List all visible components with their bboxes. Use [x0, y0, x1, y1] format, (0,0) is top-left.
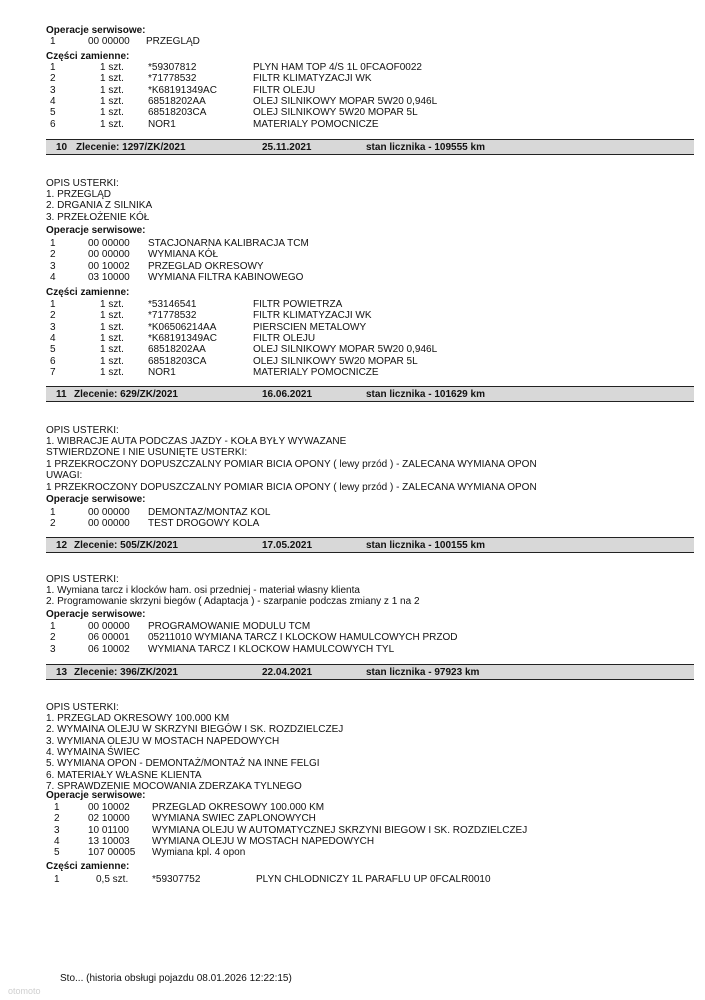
part-quantity: 1 szt.	[100, 107, 124, 119]
part-number: NOR1	[148, 118, 176, 130]
order-number: 11	[56, 389, 67, 400]
part-number: 68518203CA	[148, 107, 207, 119]
op-code: 06 00001	[88, 632, 130, 644]
order-header-bar	[46, 139, 694, 155]
part-name: OLEJ SILNIKOWY 5W20 MOPAR 5L	[253, 355, 418, 367]
part-number: *K06506214AA	[148, 321, 217, 333]
issue-text: 2. Programowanie skrzyni biegów ( Adaptacja ) - szarpanie podczas zmiany z 1 na 2	[46, 596, 420, 608]
issue-text: 5. WYMIANA OPON - DEMONTAŻ/MONTAŻ NA INNE FELGI	[46, 758, 320, 770]
part-index: 3	[50, 321, 56, 333]
op-code: 00 10002	[88, 802, 130, 813]
order-id: Zlecenie: 505/ZK/2021	[74, 540, 178, 551]
part-name: PLYN HAM TOP 4/S 1L 0FCAOF0022	[253, 62, 422, 73]
issue-text: 1 PRZEKROCZONY DOPUSZCZALNY POMIAR BICIA OPONY ( lewy przód ) - ZALECANA WYMIANA OPON	[46, 458, 537, 470]
odometer: stan licznika - 109555 km	[366, 142, 485, 153]
op-description: WYMIANA FILTRA KABINOWEGO	[148, 271, 304, 283]
op-code: 10 01100	[88, 824, 129, 836]
part-index: 5	[50, 107, 56, 119]
op-description: PRZEGLAD OKRESOWY	[148, 260, 264, 272]
op-description: STACJONARNA KALIBRACJA TCM	[148, 238, 309, 249]
op-index: 4	[50, 271, 56, 283]
op-code: 13 10003	[88, 835, 130, 847]
part-quantity: 1 szt.	[100, 84, 124, 96]
ops-header: Operacje serwisowe:	[46, 494, 146, 505]
document-footer: Sto... (historia obsługi pojazdu 08.01.2026 12:22:15)	[60, 973, 292, 984]
op-description: WYMIANA SWIEC ZAPLONOWYCH	[152, 813, 316, 825]
part-quantity: 1 szt.	[100, 310, 124, 322]
part-number: *K68191349AC	[148, 84, 217, 96]
part-number: 68518202AA	[148, 95, 206, 107]
watermark-logo: otomoto	[8, 986, 41, 996]
part-quantity: 1 szt.	[100, 355, 124, 367]
order-header-bar	[46, 664, 694, 680]
op-code: 00 00000	[88, 621, 130, 632]
order-header-bar	[46, 537, 694, 553]
issue-text: 2. DRGANIA Z SILNIKA	[46, 200, 153, 212]
issue-text: 3. WYMIANA OLEJU W MOSTACH NAPEDOWYCH	[46, 735, 280, 747]
part-index: 6	[50, 118, 56, 130]
part-index: 1	[50, 299, 56, 310]
order-id: Zlecenie: 629/ZK/2021	[74, 389, 178, 400]
part-number: 68518202AA	[148, 344, 206, 356]
order-id: Zlecenie: 1297/ZK/2021	[76, 142, 186, 153]
part-name: OLEJ SILNIKOWY 5W20 MOPAR 5L	[253, 107, 418, 119]
part-number: *53146541	[148, 299, 197, 310]
order-number: 10	[56, 142, 68, 153]
part-name: FILTR OLEJU	[253, 84, 316, 96]
op-index: 5	[54, 847, 60, 859]
odometer: stan licznika - 97923 km	[366, 667, 480, 678]
issue-text: 7. SPRAWDZENIE MOCOWANIA ZDERZAKA TYLNEGO	[46, 780, 302, 792]
op-code: 107 00005	[88, 847, 136, 859]
ops-header: Operacje serwisowe:	[46, 609, 146, 620]
part-name: MATERIALY POMOCNICZE	[253, 118, 379, 130]
part-number: *K68191349AC	[148, 332, 217, 344]
op-description: WYMIANA TARCZ I KLOCKOW HAMULCOWYCH TYL	[148, 643, 395, 655]
op-index: 1	[54, 802, 60, 813]
op-code: 00 00000	[88, 249, 130, 261]
issues-header: OPIS USTERKI:	[46, 178, 119, 189]
part-index: 3	[50, 84, 56, 96]
op-code: 00 00000	[88, 36, 130, 47]
op-index: 4	[54, 835, 60, 847]
issue-text: 2. WYMAINA OLEJU W SKRZYNI BIEGÓW I SK. ROZDZIELCZEJ	[46, 724, 344, 736]
part-name: FILTR KLIMATYZACJI WK	[253, 310, 372, 322]
issue-text: UWAGI:	[46, 470, 83, 482]
part-index: 2	[50, 73, 56, 85]
part-quantity: 1 szt.	[100, 332, 124, 344]
odometer: stan licznika - 100155 km	[366, 540, 485, 551]
part-index: 7	[50, 366, 56, 378]
order-number: 12	[56, 540, 68, 551]
part-name: OLEJ SILNIKOWY MOPAR 5W20 0,946L	[253, 344, 438, 356]
op-code: 02 10000	[88, 813, 130, 825]
op-description: PRZEGLĄD	[146, 36, 200, 47]
part-name: PLYN CHLODNICZY 1L PARAFLU UP 0FCALR0010	[256, 874, 491, 885]
part-quantity: 1 szt.	[100, 73, 124, 85]
issue-text: STWIERDZONE I NIE USUNIĘTE USTERKI:	[46, 447, 248, 459]
op-index: 3	[54, 824, 60, 836]
op-code: 00 10002	[88, 260, 130, 272]
op-code: 00 00000	[88, 238, 130, 249]
order-number: 13	[56, 667, 68, 678]
part-index: 5	[50, 344, 56, 356]
op-description: WYMIANA OLEJU W MOSTACH NAPEDOWYCH	[152, 835, 375, 847]
part-quantity: 1 szt.	[100, 62, 124, 73]
issues-header: OPIS USTERKI:	[46, 574, 119, 585]
op-code: 00 00000	[88, 507, 130, 518]
op-description: DEMONTAZ/MONTAZ KOL	[148, 507, 271, 518]
parts-header: Części zamienne:	[46, 287, 130, 298]
part-index: 4	[50, 95, 56, 107]
op-description: PROGRAMOWANIE MODULU TCM	[148, 621, 311, 632]
issue-text: 1 PRZEKROCZONY DOPUSZCZALNY POMIAR BICIA OPONY ( lewy przód ) - ZALECANA WYMIANA OPON	[46, 481, 537, 493]
part-index: 6	[50, 355, 56, 367]
op-index: 3	[50, 260, 56, 272]
op-description: TEST DROGOWY KOLA	[148, 518, 260, 530]
issue-text: 3. PRZEŁOŻENIE KÓŁ	[46, 211, 150, 223]
op-index: 1	[50, 238, 56, 249]
part-name: MATERIALY POMOCNICZE	[253, 366, 379, 378]
op-description: 05211010 WYMIANA TARCZ I KLOCKOW HAMULCOWYCH PRZOD	[148, 632, 458, 644]
parts-header: Części zamienne:	[46, 51, 130, 62]
issue-text: 1. PRZEGLĄD	[46, 189, 112, 200]
op-index: 1	[50, 36, 56, 47]
order-date: 17.05.2021	[262, 540, 313, 551]
part-name: OLEJ SILNIKOWY MOPAR 5W20 0,946L	[253, 95, 438, 107]
order-date: 22.04.2021	[262, 667, 313, 678]
issue-text: 1. WIBRACJE AUTA PODCZAS JAZDY - KOŁA BYŁY WYWAZANE	[46, 436, 347, 447]
part-number: *71778532	[148, 310, 197, 322]
issue-text: 4. WYMAINA ŚWIEC	[46, 746, 140, 758]
ops-header: Operacje serwisowe:	[46, 25, 146, 36]
issue-text: 6. MATERIAŁY WŁASNE KLIENTA	[46, 769, 202, 781]
issue-text: 1. Wymiana tarcz i klocków ham. osi przedniej - materiał własny klienta	[46, 585, 360, 596]
part-index: 1	[50, 62, 56, 73]
part-name: FILTR POWIETRZA	[253, 299, 343, 310]
op-description: Wymiana kpl. 4 opon	[152, 847, 246, 859]
order-id: Zlecenie: 396/ZK/2021	[74, 667, 178, 678]
part-number: 68518203CA	[148, 355, 207, 367]
op-index: 2	[54, 813, 60, 825]
issues-header: OPIS USTERKI:	[46, 702, 119, 713]
order-date: 25.11.2021	[262, 142, 312, 153]
odometer: stan licznika - 101629 km	[366, 389, 485, 400]
op-index: 2	[50, 632, 56, 644]
issue-text: 1. PRZEGLAD OKRESOWY 100.000 KM	[46, 713, 230, 724]
op-code: 06 10002	[88, 643, 130, 655]
op-index: 1	[50, 507, 56, 518]
op-index: 2	[50, 249, 56, 261]
op-description: PRZEGLAD OKRESOWY 100.000 KM	[152, 802, 325, 813]
part-quantity: 1 szt.	[100, 118, 124, 130]
part-quantity: 1 szt.	[100, 321, 124, 333]
op-description: WYMIANA KÓŁ	[148, 249, 219, 261]
part-number: NOR1	[148, 366, 176, 378]
part-quantity: 1 szt.	[100, 366, 124, 378]
op-code: 03 10000	[88, 271, 130, 283]
op-description: WYMIANA OLEJU W AUTOMATYCZNEJ SKRZYNI BIEGOW I SK. ROZDZIELCZEJ	[152, 824, 528, 836]
part-quantity: 0,5 szt.	[96, 874, 129, 885]
part-quantity: 1 szt.	[100, 299, 124, 310]
parts-header: Części zamienne:	[46, 861, 130, 872]
op-index: 2	[50, 518, 56, 530]
part-quantity: 1 szt.	[100, 344, 124, 356]
part-name: FILTR OLEJU	[253, 332, 316, 344]
part-name: PIERSCIEN METALOWY	[253, 321, 367, 333]
order-header-bar	[46, 386, 694, 402]
part-index: 1	[54, 874, 60, 885]
ops-header: Operacje serwisowe:	[46, 790, 146, 801]
part-index: 4	[50, 332, 56, 344]
op-index: 1	[50, 621, 56, 632]
part-number: *59307752	[152, 874, 201, 885]
op-index: 3	[50, 643, 56, 655]
part-index: 2	[50, 310, 56, 322]
op-code: 00 00000	[88, 518, 130, 530]
part-quantity: 1 szt.	[100, 95, 124, 107]
order-date: 16.06.2021	[262, 389, 313, 400]
part-name: FILTR KLIMATYZACJI WK	[253, 73, 372, 85]
part-number: *59307812	[148, 62, 197, 73]
part-number: *71778532	[148, 73, 197, 85]
ops-header: Operacje serwisowe:	[46, 225, 146, 236]
issues-header: OPIS USTERKI:	[46, 425, 119, 436]
